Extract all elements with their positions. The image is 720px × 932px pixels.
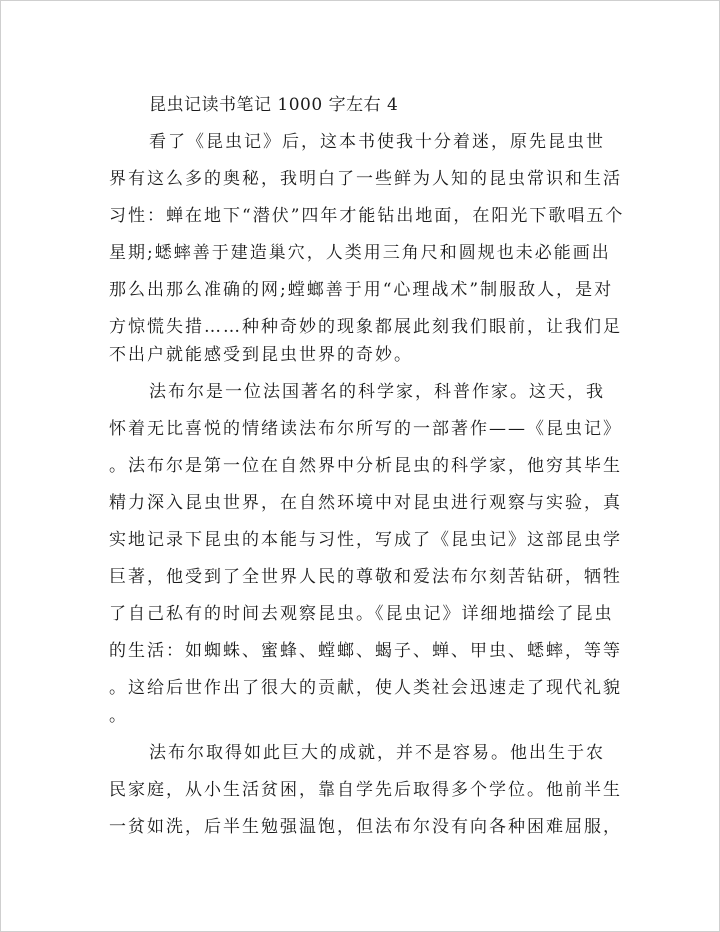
paragraph-3-line-2: 民家庭，从小生活贫困，靠自学先后取得多个学位。他前半生	[109, 780, 622, 800]
paragraph-2-line-10: 。	[109, 706, 128, 726]
paragraph-1-line-7: 不出户就能感受到昆虫世界的奇妙。	[109, 345, 413, 365]
paragraph-2-line-6: 巨著，他受到了全世界人民的尊敬和爱法布尔刻苦钻研，牺牲	[109, 567, 622, 587]
paragraph-1-line-6: 方惊慌失措……种种奇妙的现象都展此刻我们眼前，让我们足	[109, 317, 622, 337]
paragraph-1-line-2: 界有这么多的奥秘，我明白了一些鲜为人知的昆虫常识和生活	[109, 169, 622, 189]
paragraph-2-line-5: 实地记录下昆虫的本能与习性，写成了《昆虫记》这部昆虫学	[109, 530, 622, 550]
paragraph-2-line-7: 了自己私有的时间去观察昆虫。《昆虫记》详细地描绘了昆虫	[109, 604, 614, 624]
paragraph-2-line-8: 的生活：如蜘蛛、蜜蜂、螳螂、蝎子、蝉、甲虫、蟋蟀，等等	[109, 641, 622, 661]
document-title: 昆虫记读书笔记 1000 字左右 4	[149, 95, 399, 115]
paragraph-2-line-1: 法布尔是一位法国著名的科学家，科普作家。这天，我	[149, 382, 605, 402]
paragraph-1-line-5: 那么出那么准确的网;螳螂善于用“心理战术”制服敌人，是对	[109, 280, 614, 300]
paragraph-1-line-1: 看了《昆虫记》后，这本书使我十分着迷，原先昆虫世	[149, 132, 605, 152]
paragraph-1-line-4: 星期;蟋蟀善于建造巢穴，人类用三角尺和圆规也未必能画出	[109, 243, 611, 263]
paragraph-2-line-3: 。法布尔是第一位在自然界中分析昆虫的科学家，他穷其毕生	[109, 456, 622, 476]
paragraph-1-line-3: 习性：蝉在地下“潜伏”四年才能钻出地面，在阳光下歌唱五个	[109, 206, 625, 226]
paragraph-3-line-3: 一贫如洗，后半生勉强温饱，但法布尔没有向各种困难屈服，	[109, 817, 622, 837]
paragraph-2-line-2: 怀着无比喜悦的情绪读法布尔所写的一部著作——《昆虫记》	[109, 419, 622, 439]
paragraph-3-line-1: 法布尔取得如此巨大的成就，并不是容易。他出生于农	[149, 743, 605, 763]
paragraph-2-line-9: 。这给后世作出了很大的贡献，使人类社会迅速走了现代礼貌	[109, 678, 622, 698]
paragraph-2-line-4: 精力深入昆虫世界，在自然环境中对昆虫进行观察与实验，真	[109, 493, 622, 513]
